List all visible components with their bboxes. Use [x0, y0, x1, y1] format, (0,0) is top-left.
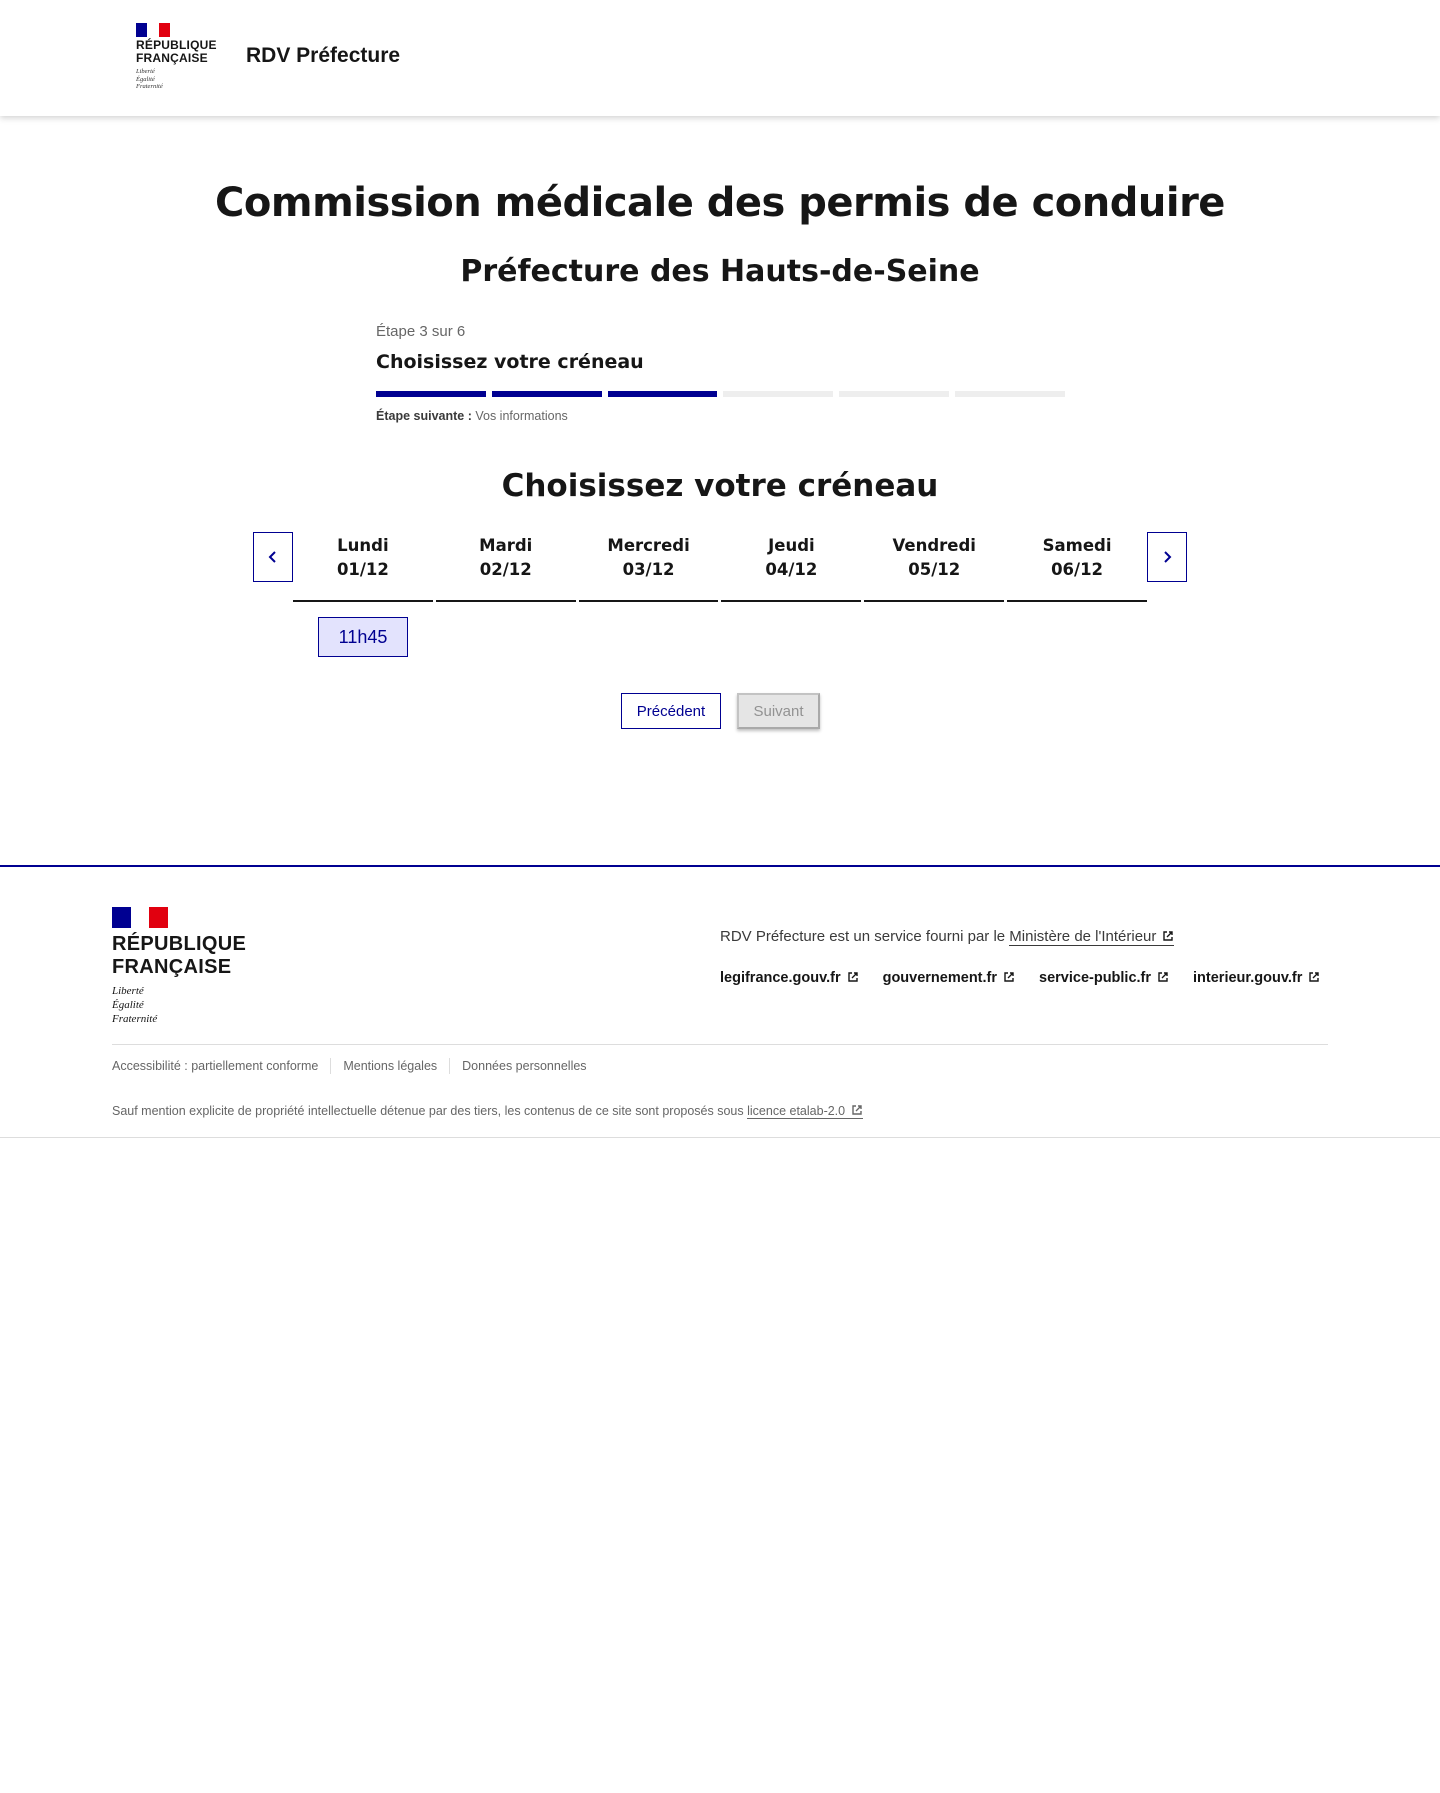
stepper-bar-2 — [492, 391, 602, 397]
legal-notice-link[interactable]: Mentions légales — [343, 1059, 438, 1073]
footer-desc-prefix: RDV Préfecture est un service fourni par le — [720, 928, 1006, 945]
header-logo[interactable] — [136, 23, 216, 91]
chevron-left-icon — [266, 550, 280, 564]
day-date: 01/12 — [336, 560, 389, 579]
header-motto: Liberté Égalité Fraternité — [136, 68, 163, 90]
previous-button[interactable]: Précédent — [621, 693, 721, 729]
stepper-title: Choisissez votre créneau — [376, 351, 644, 373]
day-date: 02/12 — [479, 560, 532, 579]
external-link-icon — [1157, 971, 1169, 983]
footer-bottom-links — [112, 1058, 587, 1074]
personal-data-link[interactable]: Données personnelles — [462, 1059, 587, 1073]
ministere-link[interactable]: Ministère de l'Intérieur — [1009, 928, 1174, 946]
footer-divider — [112, 1044, 1328, 1045]
next-week-button[interactable] — [1147, 532, 1187, 582]
slot-section-title: Choisissez votre créneau — [501, 468, 939, 504]
page-title: Commission médicale des permis de conduire — [215, 180, 1225, 226]
day-column — [293, 532, 433, 602]
accessibility-link[interactable]: Accessibilité : partiellement conforme — [112, 1059, 319, 1073]
time-slot-button[interactable]: 11h45 — [318, 617, 408, 657]
day-column — [436, 532, 576, 602]
stepper-progress — [376, 391, 1065, 397]
day-column — [721, 532, 861, 602]
stepper-next-step — [376, 409, 568, 423]
marianne-flag-icon — [136, 23, 170, 37]
day-column — [1007, 532, 1147, 602]
stepper-bar-6 — [955, 391, 1065, 397]
external-link-icon — [847, 971, 859, 983]
external-link-icon — [1308, 971, 1320, 983]
day-name: Vendredi — [892, 536, 976, 555]
licence-link[interactable]: licence etalab-2.0 — [747, 1104, 863, 1119]
stepper-state: Étape 3 sur 6 — [376, 323, 466, 340]
day-column — [864, 532, 1004, 602]
header-logo-text: RÉPUBLIQUE FRANÇAISE — [136, 38, 217, 65]
stepper-next-label: Étape suivante : — [376, 409, 472, 423]
service-name[interactable]: RDV Préfecture — [246, 44, 401, 67]
page-subtitle: Préfecture des Hauts-de-Seine — [460, 254, 980, 289]
site-header — [0, 0, 1440, 116]
day-name: Samedi — [1042, 536, 1112, 555]
stepper-next-value: Vos informations — [475, 409, 568, 423]
prev-week-button[interactable] — [253, 532, 293, 582]
footer-logo[interactable] — [112, 907, 246, 1026]
day-name: Mardi — [479, 536, 533, 555]
footer-motto: Liberté Égalité Fraternité — [112, 985, 158, 1025]
footer-link-separator — [449, 1058, 450, 1074]
site-footer — [0, 865, 1440, 1138]
next-button[interactable]: Suivant — [737, 693, 820, 729]
day-date: 03/12 — [622, 560, 675, 579]
licence-text: Sauf mention explicite de propriété intellectuelle détenue par des tiers, les contenus de ce site sont proposés sous — [112, 1104, 744, 1118]
external-link-icon — [851, 1104, 863, 1116]
external-link-icon — [1162, 930, 1174, 942]
day-name: Mercredi — [607, 536, 690, 555]
footer-licence — [112, 1104, 863, 1118]
stepper-bar-1 — [376, 391, 486, 397]
day-name: Jeudi — [768, 536, 815, 555]
day-columns — [293, 532, 1147, 602]
footer-link-service-public[interactable]: service-public.fr — [1039, 970, 1169, 986]
day-date: 05/12 — [908, 560, 961, 579]
footer-description — [720, 928, 1174, 945]
footer-link-interieur[interactable]: interieur.gouv.fr — [1193, 970, 1320, 986]
external-link-icon — [1003, 971, 1015, 983]
footer-link-legifrance[interactable]: legifrance.gouv.fr — [720, 970, 859, 986]
footer-logo-text: RÉPUBLIQUE FRANÇAISE — [112, 933, 247, 978]
footer-link-gouvernement[interactable]: gouvernement.fr — [883, 970, 1015, 986]
chevron-right-icon — [1160, 550, 1174, 564]
stepper-bar-5 — [839, 391, 949, 397]
stepper-bar-4 — [723, 391, 833, 397]
day-name: Lundi — [337, 536, 389, 555]
day-column — [579, 532, 719, 602]
day-date: 04/12 — [765, 560, 818, 579]
marianne-flag-icon — [112, 907, 168, 928]
day-date: 06/12 — [1051, 560, 1104, 579]
footer-link-separator — [330, 1058, 331, 1074]
footer-links — [720, 970, 1320, 986]
stepper — [376, 323, 1065, 373]
stepper-bar-3 — [608, 391, 718, 397]
